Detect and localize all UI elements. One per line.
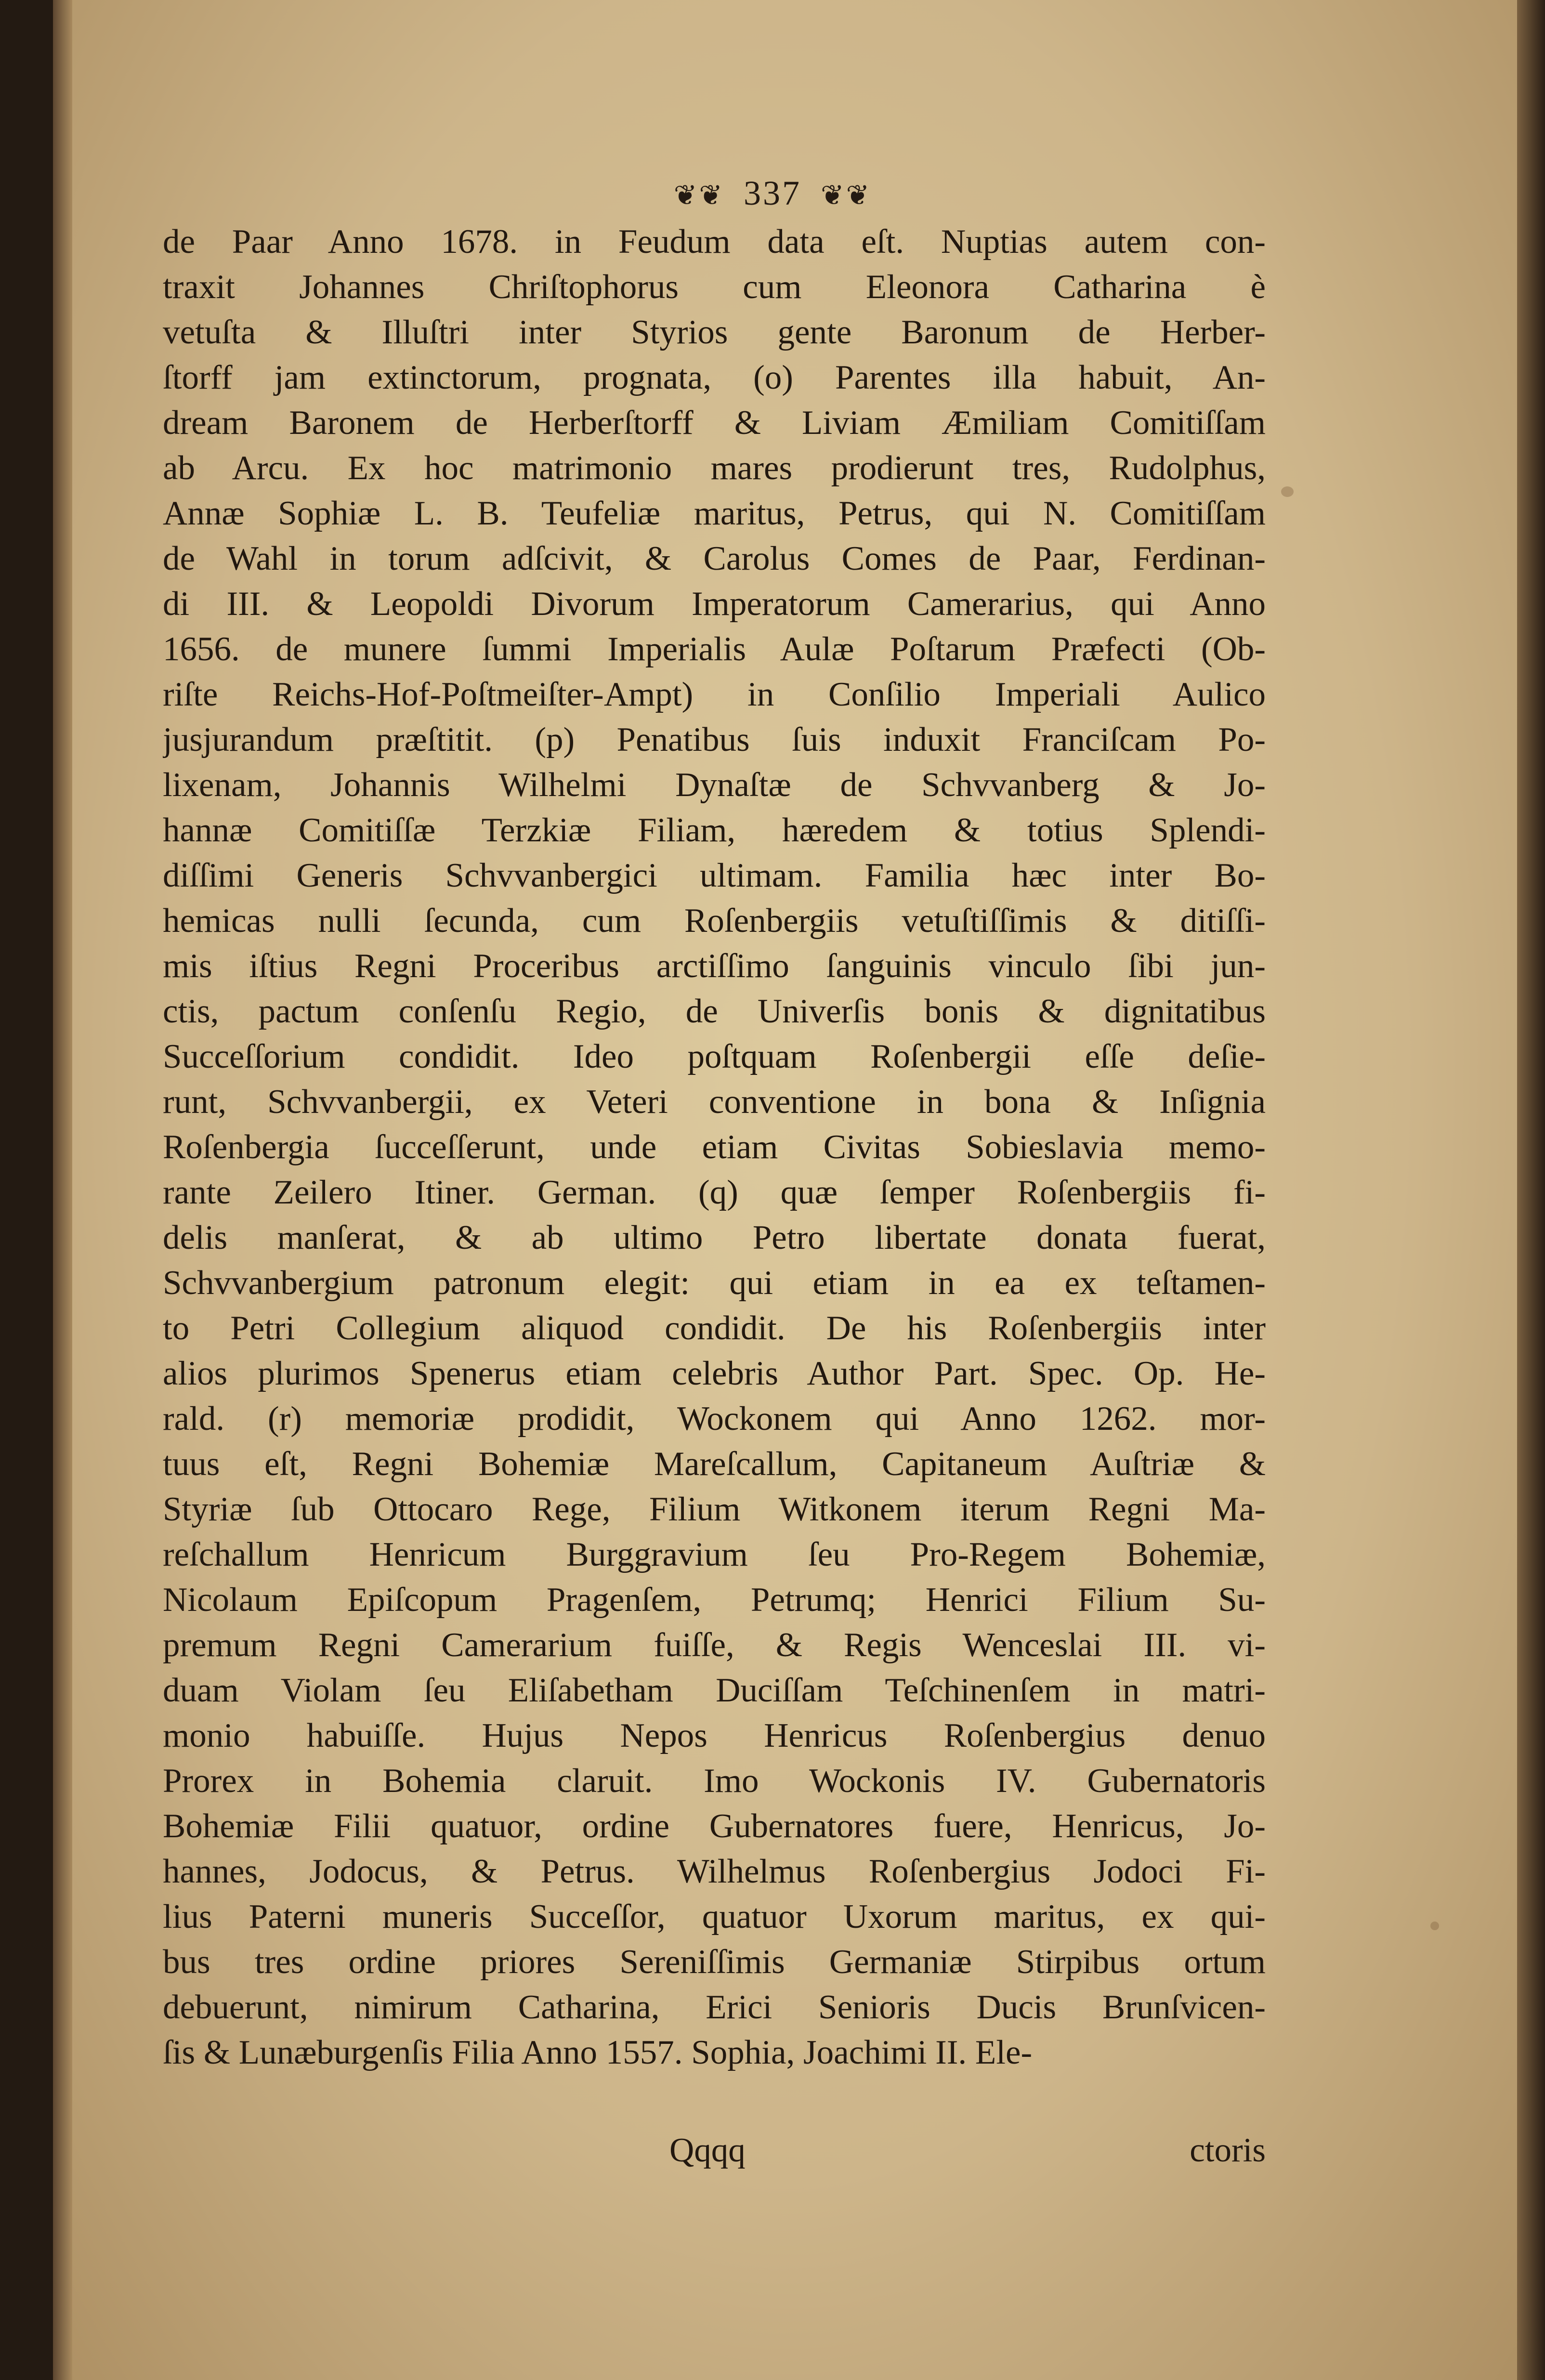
- text-line: 1656. de munere ſummi Imperialis Aulæ Poſtarum Præfecti (Ob-: [163, 630, 1266, 668]
- text-line: Annæ Sophiæ L. B. Teufeliæ maritus, Petrus, qui N. Comitiſſam: [163, 495, 1266, 532]
- header-ornament-left: ❦❦: [673, 180, 724, 211]
- signature-mark: Qqqq: [669, 2132, 746, 2169]
- text-line: Bohemiæ Filii quatuor, ordine Gubernatores fuere, Henricus, Jo-: [163, 1807, 1266, 1845]
- text-line: jusjurandum præſtitit. (p) Penatibus ſuis induxit Franciſcam Po-: [163, 721, 1266, 758]
- text-line: monio habuiſſe. Hujus Nepos Henricus Roſenbergius denuo: [163, 1717, 1266, 1754]
- paper-stain: [1430, 1922, 1439, 1930]
- text-line: Schvvanbergium patronum elegit: qui etiam in ea ex teſtamen-: [163, 1264, 1266, 1302]
- text-line: traxit Johannes Chriſtophorus cum Eleonora Catharina è: [163, 268, 1266, 306]
- text-line: reſchallum Henricum Burggravium ſeu Pro-Regem Bohemiæ,: [163, 1536, 1266, 1573]
- text-line: Prorex in Bohemia claruit. Imo Wockonis IV. Gubernatoris: [163, 1762, 1266, 1800]
- page-header: [0, 173, 1545, 213]
- text-line: dream Baronem de Herberſtorff & Liviam Æmiliam Comitiſſam: [163, 404, 1266, 442]
- text-line: runt, Schvvanbergii, ex Veteri conventione in bona & Inſignia: [163, 1083, 1266, 1121]
- text-line: vetuſta & Illuſtri inter Styrios gente Baronum de Herber-: [163, 314, 1266, 351]
- text-line: hannæ Comitiſſæ Terzkiæ Filiam, hæredem & totius Splendi-: [163, 811, 1266, 849]
- text-line: lius Paterni muneris Succeſſor, quatuor Uxorum maritus, ex qui-: [163, 1898, 1266, 1935]
- text-line: ſtorff jam extinctorum, prognata, (o) Parentes illa habuit, An-: [163, 359, 1266, 396]
- text-line: ab Arcu. Ex hoc matrimonio mares prodierunt tres, Rudolphus,: [163, 449, 1266, 487]
- text-line: bus tres ordine priores Sereniſſimis Germaniæ Stirpibus ortum: [163, 1943, 1266, 1981]
- text-line: mis iſtius Regni Proceribus arctiſſimo ſanguinis vinculo ſibi jun-: [163, 947, 1266, 985]
- text-line: hemicas nulli ſecunda, cum Roſenbergiis vetuſtiſſimis & ditiſſi-: [163, 902, 1266, 940]
- text-line: rante Zeilero Itiner. German. (q) quæ ſemper Roſenbergiis fi-: [163, 1174, 1266, 1211]
- text-line: delis manſerat, & ab ultimo Petro libertate donata fuerat,: [163, 1219, 1266, 1256]
- text-line: rald. (r) memoriæ prodidit, Wockonem qui Anno 1262. mor-: [163, 1400, 1266, 1438]
- text-line: de Paar Anno 1678. in Feudum data eſt. Nuptias autem con-: [163, 223, 1266, 261]
- text-line: premum Regni Camerarium fuiſſe, & Regis Wenceslai III. vi-: [163, 1626, 1266, 1664]
- header-ornament-right: ❦❦: [821, 180, 872, 211]
- text-line: ſis & Lunæburgenſis Filia Anno 1557. Sophia, Joachimi II. Ele-: [163, 2034, 1033, 2071]
- text-line: Nicolaum Epiſcopum Pragenſem, Petrumq; Henrici Filium Su-: [163, 1581, 1266, 1619]
- text-line: riſte Reichs-Hof-Poſtmeiſter-Ampt) in Conſilio Imperiali Aulico: [163, 676, 1266, 713]
- text-line: Succeſſorium condidit. Ideo poſtquam Roſenbergii eſſe deſie-: [163, 1038, 1266, 1075]
- text-line: debuerunt, nimirum Catharina, Erici Senioris Ducis Brunſvicen-: [163, 1988, 1266, 2026]
- text-line: Roſenbergia ſucceſſerunt, unde etiam Civitas Sobieslavia memo-: [163, 1128, 1266, 1166]
- text-line: alios plurimos Spenerus etiam celebris Author Part. Spec. Op. He-: [163, 1355, 1266, 1392]
- paper-stain: [1281, 486, 1294, 497]
- body-text: [163, 219, 1266, 2075]
- text-line: to Petri Collegium aliquod condidit. De his Roſenbergiis inter: [163, 1309, 1266, 1347]
- page-edge: [1517, 0, 1545, 2380]
- text-line: de Wahl in torum adſcivit, & Carolus Comes de Paar, Ferdinan-: [163, 540, 1266, 577]
- text-line: ctis, pactum conſenſu Regio, de Univerſis bonis & dignitatibus: [163, 993, 1266, 1030]
- page-gutter: [53, 0, 72, 2380]
- page-number: 337: [744, 174, 801, 212]
- text-line: di III. & Leopoldi Divorum Imperatorum Camerarius, qui Anno: [163, 585, 1266, 623]
- text-line: lixenam, Johannis Wilhelmi Dynaſtæ de Schvvanberg & Jo-: [163, 766, 1266, 804]
- text-line: Styriæ ſub Ottocaro Rege, Filium Witkonem iterum Regni Ma-: [163, 1491, 1266, 1528]
- text-line: duam Violam ſeu Eliſabetham Duciſſam Teſchinenſem in matri-: [163, 1672, 1266, 1709]
- catchword: ctoris: [1190, 2132, 1266, 2169]
- text-line: diſſimi Generis Schvvanbergici ultimam. Familia hæc inter Bo-: [163, 857, 1266, 894]
- text-line: tuus eſt, Regni Bohemiæ Mareſcallum, Capitaneum Auſtriæ &: [163, 1445, 1266, 1483]
- text-line: hannes, Jodocus, & Petrus. Wilhelmus Roſenbergius Jodoci Fi-: [163, 1853, 1266, 1890]
- page-footer: [163, 2131, 1266, 2176]
